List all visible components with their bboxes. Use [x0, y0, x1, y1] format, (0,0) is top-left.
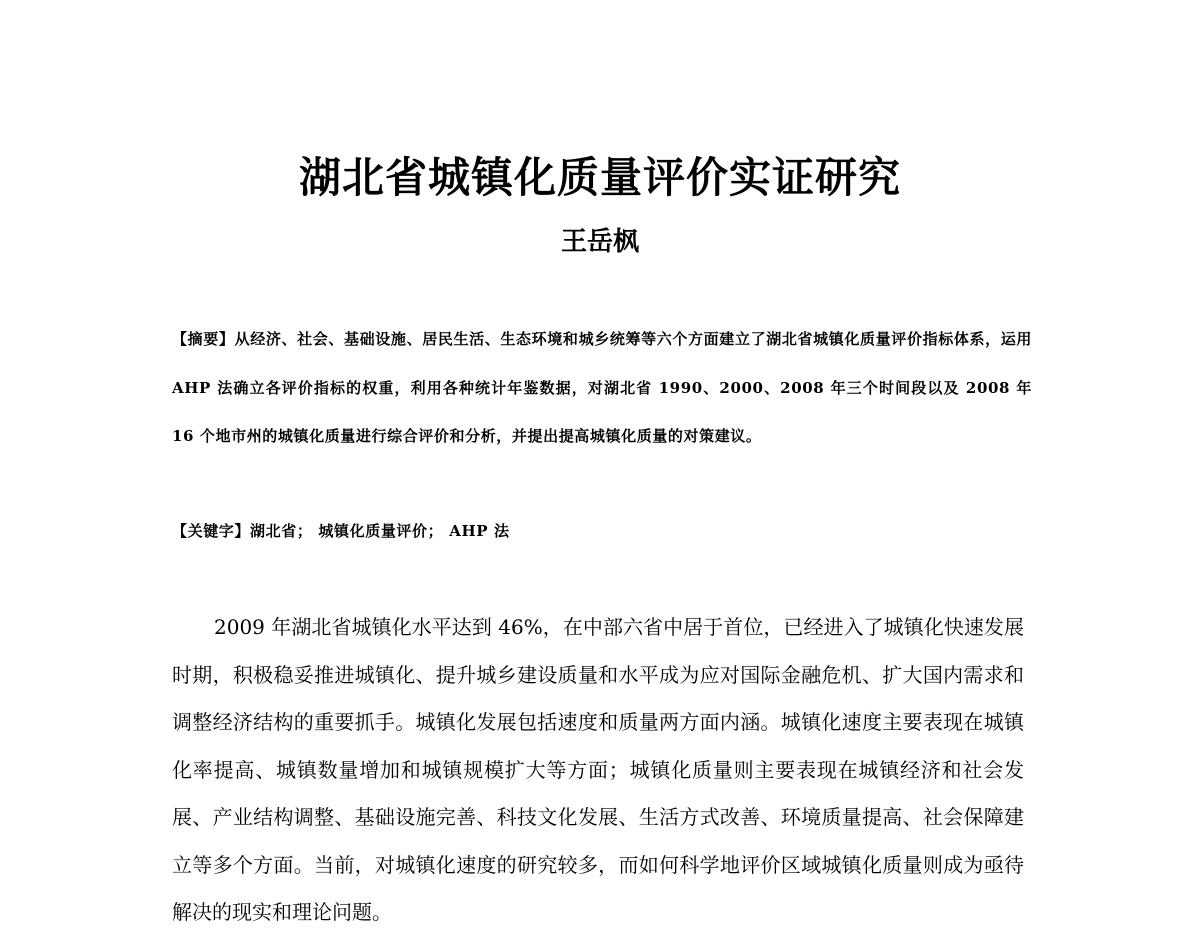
- keywords-label: 【关键字】: [172, 522, 251, 540]
- abstract-text: 从经济、社会、基础设施、居民生活、生态环境和城乡统筹等六个方面建立了湖北省城镇化质量评价指标体系，运用 AHP 法确立各评价指标的权重，利用各种统计年鉴数据，对湖北省 1990、2000、2008 年三个时间段以及 2008 年 16 个地市州的城镇化质量进行综合评价和分析，并提出提高城镇化质量的对策建议。: [172, 330, 1033, 445]
- keyword-item: AHP 法: [449, 522, 510, 540]
- body-paragraph: 2009 年湖北省城镇化水平达到 46%，在中部六省中居于首位，已经进入了城镇化快速发展时期，积极稳妥推进城镇化、提升城乡建设质量和水平成为应对国际金融危机、扩大国内需求和调整经济结构的重要抓手。城镇化发展包括速度和质量两方面内涵。城镇化速度主要表现在城镇化率提高、城镇数量增加和城镇规模扩大等方面；城镇化质量则主要表现在城镇经济和社会发展、产业结构调整、基础设施完善、科技文化发展、生活方式改善、环境质量提高、社会保障建立等多个方面。当前，对城镇化速度的研究较多，而如何科学地评价区域城镇化质量则成为亟待解决的现实和理论问题。: [172, 615, 1024, 924]
- keyword-item: 城镇化质量评价；: [318, 522, 444, 540]
- keyword-item: 湖北省；: [250, 522, 313, 540]
- abstract-label: 【摘要】: [172, 330, 235, 348]
- author-name: 王岳枫: [560, 227, 639, 257]
- paper-title: 湖北省城镇化质量评价实证研究: [298, 153, 901, 202]
- abstract-paragraph: [172, 315, 1032, 461]
- keywords-line: [172, 507, 1032, 555]
